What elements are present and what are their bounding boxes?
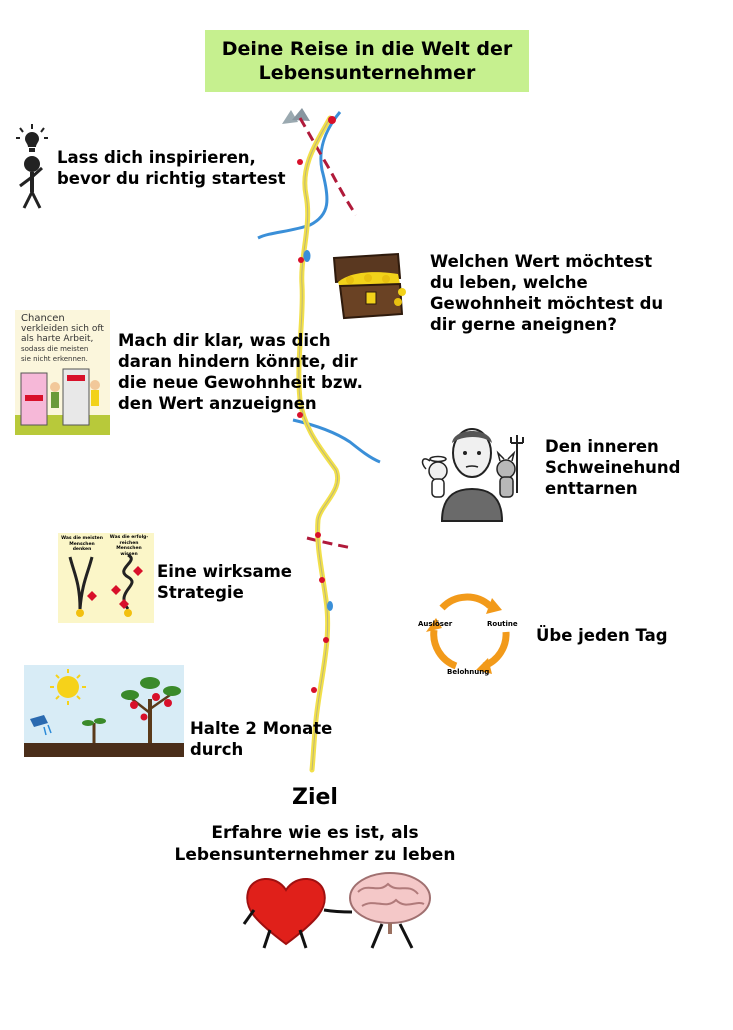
road-dashed bbox=[307, 538, 352, 548]
goal-text: Erfahre wie es ist, als Lebensunternehmer zu leben bbox=[174, 823, 456, 865]
strategy-left-caption: Was die meisten Menschen denken bbox=[61, 536, 103, 552]
strategy-right-caption: Was die erfolg- reichen Menschen wissen bbox=[109, 535, 149, 557]
poster-line: sie nicht erkennen. bbox=[21, 355, 88, 363]
heart-brain-icon bbox=[240, 868, 440, 950]
strategy-paths-icon bbox=[58, 533, 154, 623]
poster-line: sodass die meisten bbox=[21, 345, 89, 353]
growing-tree-icon bbox=[24, 665, 184, 757]
step-value-habit: Welchen Wert möchtest du leben, welche Gewohnheit möchtest du dir gerne aneignen? bbox=[430, 252, 664, 334]
page-title: Deine Reise in die Welt der Lebensunternehmer bbox=[221, 38, 513, 84]
step-obstacles: Mach dir klar, was dich daran hindern könnte, dir die neue Gewohnheit bzw. den Wert anzueignen bbox=[118, 331, 363, 413]
angel-devil-man-icon bbox=[422, 413, 522, 521]
lake bbox=[304, 250, 311, 262]
main-path bbox=[299, 118, 338, 770]
step-strategy: Eine wirksame Strategie bbox=[157, 562, 292, 602]
chances-poster-icon bbox=[15, 310, 110, 435]
step-daily-practice: Übe jeden Tag bbox=[536, 626, 668, 645]
poster-line: Chancen bbox=[21, 313, 65, 324]
goal-heading: Ziel bbox=[292, 785, 338, 810]
path-marker bbox=[298, 257, 304, 263]
loop-reward-label: Belohnung bbox=[447, 668, 490, 676]
path-marker bbox=[297, 159, 303, 165]
step-persevere: Halte 2 Monate durch bbox=[190, 719, 333, 759]
path-marker bbox=[319, 577, 325, 583]
loop-routine-label: Routine bbox=[487, 620, 518, 628]
poster-line: als harte Arbeit, bbox=[21, 334, 94, 344]
path-marker bbox=[315, 532, 321, 538]
step-inner-pig-dog: Den inneren Schweinehund enttarnen bbox=[545, 437, 681, 498]
loop-trigger-label: Auslöser bbox=[418, 620, 453, 628]
lightbulb-person-icon bbox=[12, 122, 52, 212]
path-marker bbox=[328, 116, 336, 124]
path-marker bbox=[311, 687, 317, 693]
lake bbox=[327, 601, 333, 611]
treasure-chest-icon bbox=[328, 248, 408, 320]
path-marker bbox=[323, 637, 329, 643]
mountain-icon bbox=[282, 108, 310, 124]
poster-line: verkleiden sich oft bbox=[21, 324, 104, 334]
step-inspiration: Lass dich inspirieren, bevor du richtig startest bbox=[57, 148, 286, 188]
